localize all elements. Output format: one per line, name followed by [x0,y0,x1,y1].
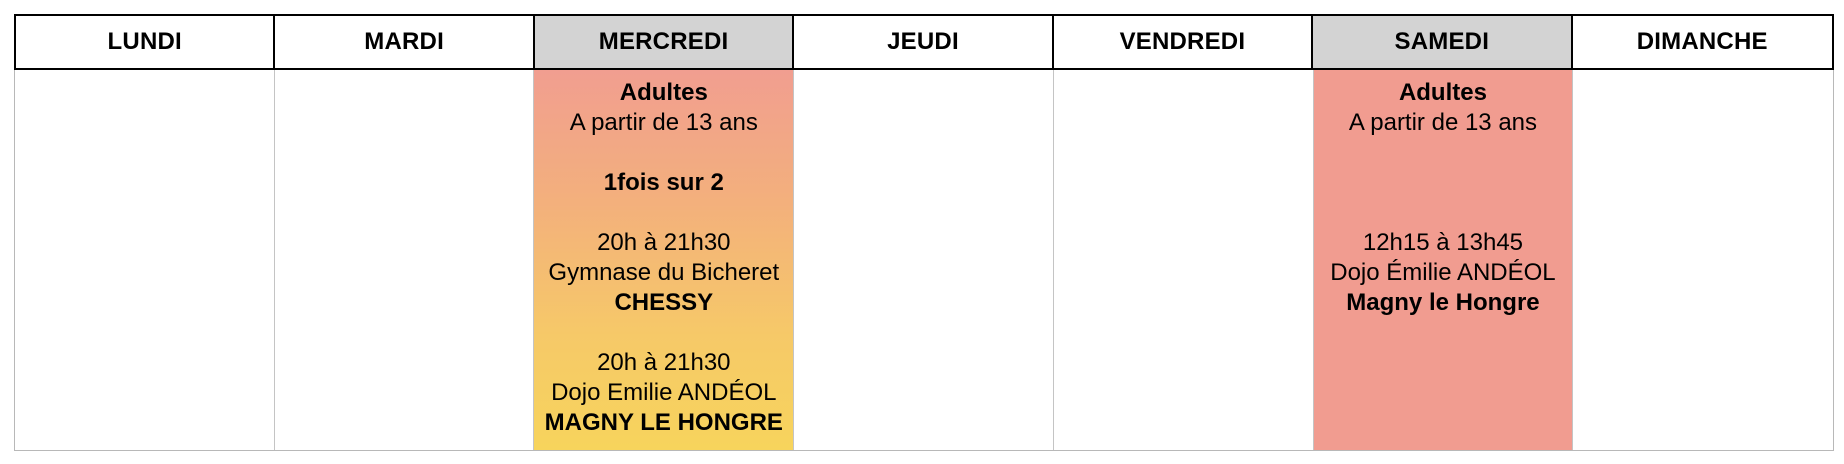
wednesday-slot2-time: 20h à 21h30 [597,349,731,376]
weekly-schedule-table [14,14,1834,451]
body-row [14,70,1834,451]
saturday-slot1-time: 12h15 à 13h45 [1362,229,1524,256]
header-sunday: DIMANCHE [1573,16,1832,68]
header-wednesday: MERCREDI [535,16,794,68]
cell-monday [15,70,275,450]
header-row [14,14,1834,70]
saturday-slot1-city: Magny le Hongre [1346,289,1540,316]
header-tuesday: MARDI [275,16,534,68]
wednesday-slot1-time: 20h à 21h30 [597,229,731,256]
wednesday-age: A partir de 13 ans [569,109,758,136]
wednesday-slot2-city: MAGNY LE HONGRE [544,409,783,436]
cell-sunday [1573,70,1833,450]
saturday-age: A partir de 13 ans [1348,109,1538,136]
cell-tuesday [275,70,535,450]
wednesday-slot2-venue: Dojo Emilie ANDÉOL [551,379,777,406]
cell-thursday [794,70,1054,450]
wednesday-group: Adultes [619,79,708,106]
header-monday: LUNDI [16,16,275,68]
header-saturday: SAMEDI [1313,16,1572,68]
header-friday: VENDREDI [1054,16,1313,68]
cell-wednesday [534,70,794,450]
wednesday-slot1-venue: Gymnase du Bicheret [548,259,780,286]
wednesday-frequency: 1fois sur 2 [603,169,724,196]
saturday-slot1-venue: Dojo Émilie ANDÉOL [1330,259,1556,286]
cell-friday [1054,70,1314,450]
wednesday-slot1-city: CHESSY [614,289,714,316]
header-thursday: JEUDI [794,16,1053,68]
saturday-group: Adultes [1398,79,1487,106]
cell-saturday [1314,70,1574,450]
